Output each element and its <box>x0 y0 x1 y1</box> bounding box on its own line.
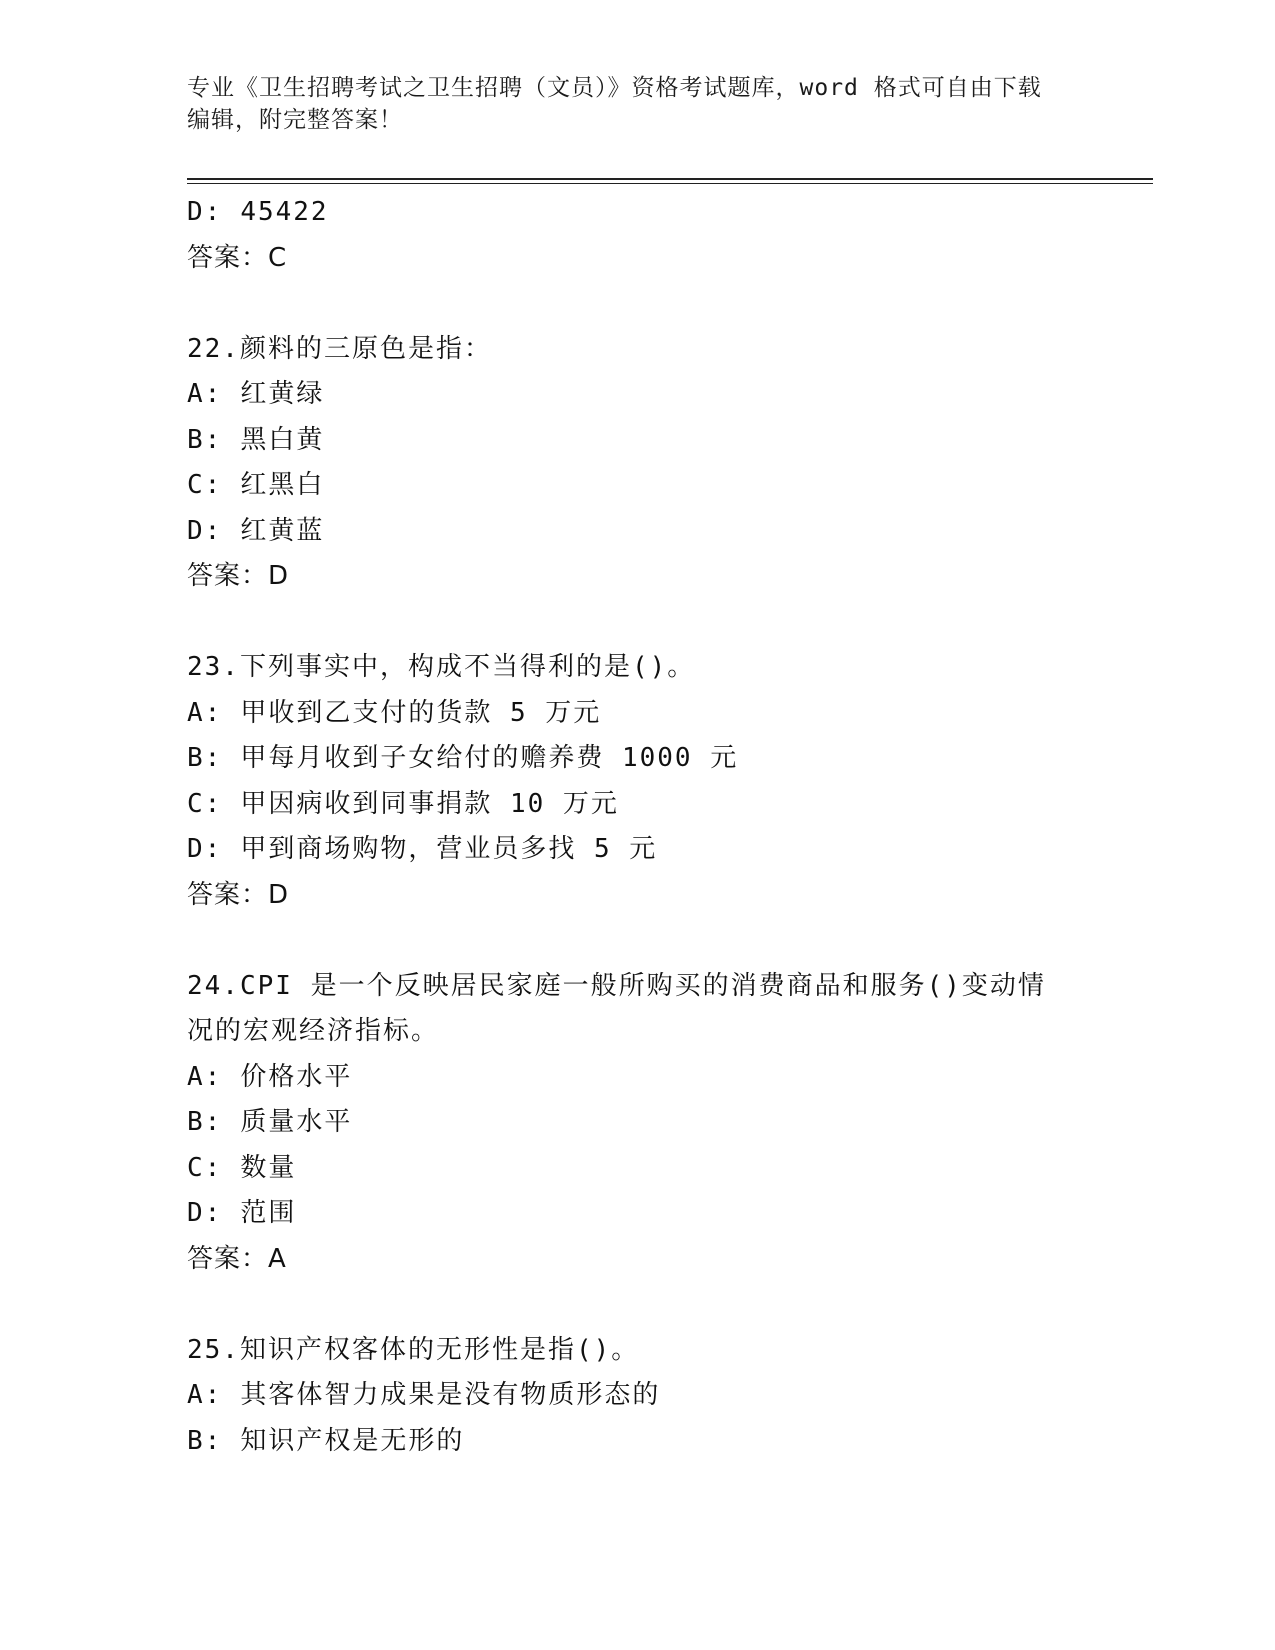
option-text: 甲因病收到同事捐款 10 万元 <box>240 788 619 819</box>
option-text: 质量水平 <box>240 1107 353 1137</box>
option-row <box>187 463 1147 509</box>
option-label: A: <box>187 1061 223 1092</box>
option-label: C: <box>187 1152 223 1183</box>
option-text: 红黑白 <box>240 470 325 500</box>
header-line-2: 编辑，附完整答案！ <box>187 107 403 133</box>
option-row <box>187 827 1147 873</box>
option-text: 甲收到乙支付的货款 5 万元 <box>240 697 602 728</box>
answer-line: 答案：C <box>187 242 288 273</box>
option-text: 红黄蓝 <box>240 515 325 546</box>
option-label: A: <box>187 697 223 728</box>
answer-line: 答案：D <box>187 879 290 910</box>
option-label: A: <box>187 1380 223 1410</box>
option-row <box>187 1419 1147 1465</box>
question-stem: 22.颜料的三原色是指： <box>187 333 492 364</box>
spacer <box>187 1282 1147 1328</box>
document-header <box>187 72 1087 136</box>
option-text: 红黄绿 <box>240 379 325 409</box>
option-text: 45422 <box>240 197 329 227</box>
option-label: C: <box>187 470 223 500</box>
option-text: 甲每月收到子女给付的赡养费 1000 元 <box>240 743 739 773</box>
option-row <box>187 736 1147 782</box>
header-line-1: 专业《卫生招聘考试之卫生招聘（文员）》资格考试题库，word 格式可自由下载 <box>187 75 1042 101</box>
option-row <box>187 1373 1147 1419</box>
option-row <box>187 1191 1147 1237</box>
option-text: 黑白黄 <box>240 424 325 455</box>
option-row <box>187 418 1147 464</box>
option-text: 其客体智力成果是没有物质形态的 <box>240 1380 661 1410</box>
option-row <box>187 372 1147 418</box>
option-row <box>187 190 1147 236</box>
answer-line: 答案：D <box>187 561 290 591</box>
option-text: 范围 <box>240 1198 297 1228</box>
option-text: 甲到商场购物，营业员多找 5 元 <box>240 834 658 864</box>
option-text: 知识产权是无形的 <box>240 1425 465 1456</box>
option-label: D: <box>187 515 223 546</box>
option-label: B: <box>187 1425 223 1456</box>
spacer <box>187 600 1147 646</box>
option-label: D: <box>187 197 223 227</box>
question-stem: 25.知识产权客体的无形性是指()。 <box>187 1334 640 1365</box>
question-stem: 24.CPI 是一个反映居民家庭一般所购买的消费商品和服务()变动情况的宏观经济指标。 <box>187 970 1046 1046</box>
option-text: 价格水平 <box>240 1061 353 1092</box>
option-row <box>187 691 1147 737</box>
spacer <box>187 918 1147 964</box>
answer-line: 答案：A <box>187 1243 287 1274</box>
option-label: C: <box>187 788 223 819</box>
option-row <box>187 1100 1147 1146</box>
option-row <box>187 1055 1147 1101</box>
option-label: D: <box>187 834 223 864</box>
option-row <box>187 1146 1147 1192</box>
question-stem: 23.下列事实中，构成不当得利的是()。 <box>187 652 696 682</box>
option-label: B: <box>187 1107 223 1137</box>
option-row <box>187 782 1147 828</box>
option-text: 数量 <box>240 1152 297 1183</box>
option-label: B: <box>187 424 223 455</box>
option-label: A: <box>187 379 223 409</box>
header-rule-thick <box>187 178 1153 180</box>
option-label: D: <box>187 1198 223 1228</box>
question-list <box>187 190 1147 1464</box>
spacer <box>187 281 1147 327</box>
option-label: B: <box>187 743 223 773</box>
header-rule-thin <box>187 183 1153 184</box>
option-row <box>187 509 1147 555</box>
